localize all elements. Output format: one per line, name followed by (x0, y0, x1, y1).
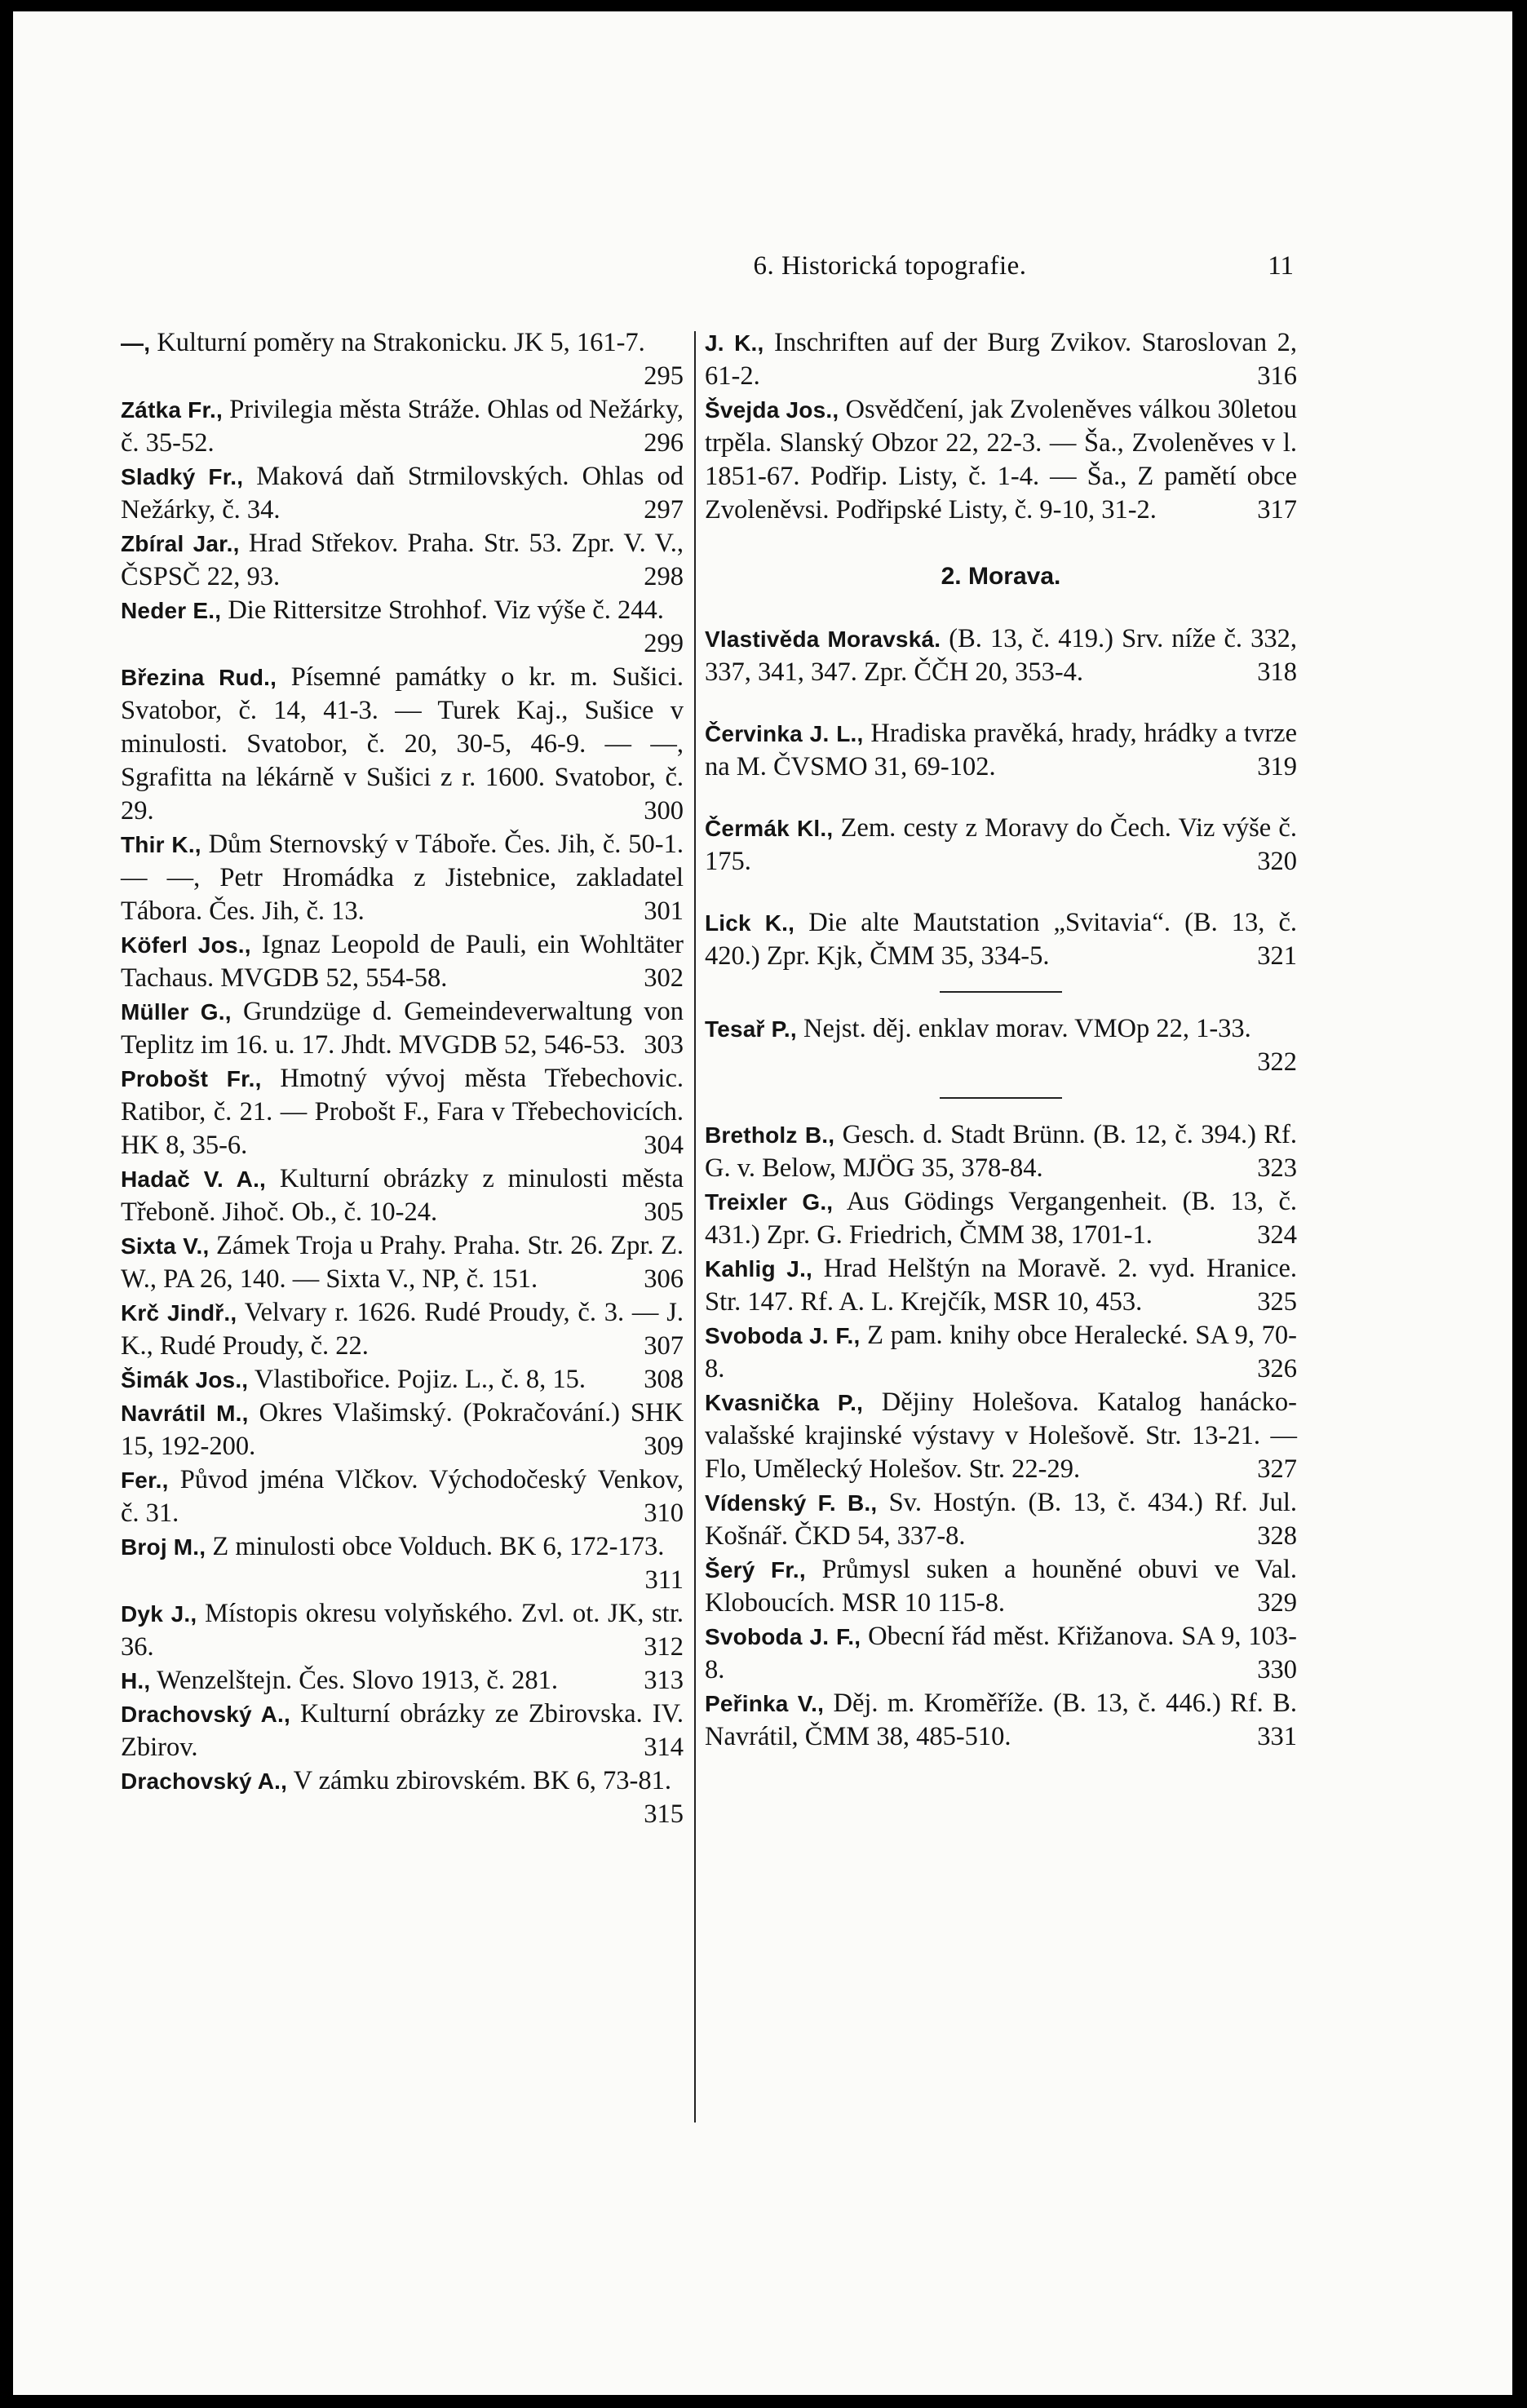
bibliography-entry (121, 828, 684, 928)
bibliography-entry (705, 1386, 1297, 1486)
entry-number: 306 (644, 1264, 684, 1294)
entry-author: Thir K., (121, 832, 201, 857)
bibliography-entry (121, 1463, 684, 1530)
entry-number: 311 (644, 1565, 684, 1595)
entry-text: Děj. m. Kroměříže. (B. 13, č. 446.) Rf. B. Navrátil, ČMM 38, 485-510. (705, 1689, 1297, 1751)
right-column-moravia-entries (705, 622, 1297, 1754)
entry-author: Kahlig J., (705, 1256, 813, 1281)
entry-text: V zámku zbirovském. BK 6, 73-81. (293, 1766, 671, 1795)
right-column-top-entries (705, 326, 1297, 527)
entry-number: 302 (644, 963, 684, 993)
running-title: 6. Historická topografie. (753, 251, 1027, 281)
bibliography-entry (121, 1162, 684, 1229)
entry-divider (940, 991, 1062, 993)
entry-number: 320 (1257, 847, 1297, 876)
entry-text: Písemné památky o kr. m. Sušici. Svatobor, č. 14, 41-3. — Turek Kaj., Sušice v minulosti. Svatobor, č. 20, 30-5, 46-9. — —, Sgrafitta na lékárně v Sušici z r. 1600. Svatobor, č. 29. (121, 662, 684, 826)
entry-author: Köferl Jos., (121, 932, 251, 958)
entry-number: 327 (1257, 1454, 1297, 1484)
page-header (486, 251, 1294, 297)
entry-author: Svoboda J. F., (705, 1624, 861, 1649)
entry-number: 296 (644, 428, 684, 458)
bibliography-entry (121, 1397, 684, 1463)
entry-author: Červinka J. L., (705, 721, 864, 746)
entry-text: Kulturní poměry na Strakonicku. JK 5, 161-7. (157, 328, 645, 357)
bibliography-entry (705, 1185, 1297, 1252)
entry-text: Průmysl suken a houněné obuvi ve Val. Kloboucích. MSR 10 115-8. (705, 1555, 1298, 1618)
bibliography-entry (705, 717, 1297, 784)
entry-number: 308 (644, 1365, 684, 1394)
bibliography-entry (705, 1252, 1297, 1319)
entry-author: Zbíral Jar., (121, 531, 240, 556)
entry-number: 314 (644, 1733, 684, 1762)
bibliography-entry (705, 1620, 1297, 1687)
entry-author: Vlastivěda Moravská. (705, 626, 941, 652)
entry-text: Místopis okresu volyňského. Zvl. ot. JK, str. 36. (121, 1599, 684, 1662)
entry-text: Aus Gödings Vergangenheit. (B. 13, č. 431.) Zpr. G. Friedrich, ČMM 38, 1701-1. (705, 1187, 1297, 1250)
entry-text: Maková daň Strmilovských. Ohlas od Nežárky, č. 34. (121, 462, 684, 525)
entry-gap (705, 879, 1297, 906)
entry-number: 321 (1257, 941, 1297, 971)
entry-text: Zámek Troja u Prahy. Praha. Str. 26. Zpr. Z. W., PA 26, 140. — Sixta V., NP, č. 151. (121, 1231, 684, 1294)
bibliography-entry (121, 1597, 684, 1664)
entry-number: 317 (1257, 495, 1297, 525)
entry-text: Ignaz Leopold de Pauli, ein Wohltäter Tachaus. MVGDB 52, 554-58. (121, 930, 684, 993)
entry-number: 330 (1257, 1655, 1297, 1684)
entry-author: Dyk J., (121, 1601, 197, 1627)
bibliography-entry (121, 1363, 684, 1397)
left-column (121, 326, 684, 1831)
entry-author: Drachovský A., (121, 1768, 288, 1794)
entry-number: 301 (644, 896, 684, 926)
entry-text: Hrad Helštýn na Moravě. 2. vyd. Hranice. Str. 147. Rf. A. L. Krejčík, MSR 10, 453. (705, 1254, 1297, 1317)
entry-number: 312 (644, 1632, 684, 1662)
bibliography-entry (121, 1530, 684, 1597)
entry-gap (705, 784, 1297, 812)
entry-text: Dům Sternovský v Táboře. Čes. Jih, č. 50-1. — —, Petr Hromádka z Jistebnice, zakladatel Tábora. Čes. Jih, č. 13. (121, 830, 684, 926)
entry-text: Privilegia města Stráže. Ohlas od Nežárky, č. 35-52. (121, 395, 684, 458)
entry-text: Osvědčení, jak Zvoleněves válkou 30letou trpěla. Slanský Obzor 22, 22-3. — Ša., Zvoleněves v l. 1851-67. Podřip. Listy, č. 1-4. — Ša., Z pamětí obce Zvoleněvsi. Podřipské Listy, č. 9-10, 31-2. (705, 395, 1298, 525)
entry-text: Kulturní obrázky z minulosti města Třeboně. Jihoč. Ob., č. 10-24. (121, 1164, 684, 1227)
entry-number: 307 (644, 1331, 684, 1361)
entry-author: Probošt Fr., (121, 1066, 262, 1091)
page-number: 11 (1268, 251, 1294, 281)
entry-author: Krč Jindř., (121, 1300, 237, 1326)
entry-number: 322 (1257, 1047, 1297, 1077)
entry-author: Peřinka V., (705, 1691, 825, 1716)
entry-text: Kulturní obrázky ze Zbirovska. IV. Zbirov. (121, 1699, 684, 1762)
entry-author: Neder E., (121, 598, 222, 623)
bibliography-entry (121, 326, 684, 393)
entry-number: 325 (1257, 1287, 1297, 1317)
bibliography-entry (705, 1687, 1297, 1754)
entry-author: Drachovský A., (121, 1702, 290, 1727)
entry-number: 305 (644, 1197, 684, 1227)
bibliography-entry (121, 594, 684, 661)
entry-author: Bretholz B., (705, 1122, 835, 1148)
entry-text: Inschriften auf der Burg Zvikov. Staroslovan 2, 61-2. (705, 328, 1297, 391)
entry-text: Z minulosti obce Volduch. BK 6, 172-173. (212, 1532, 665, 1561)
entry-text: Die alte Mautstation „Svitavia“. (B. 13, č. 420.) Zpr. Kjk, ČMM 35, 334-5. (705, 908, 1298, 971)
entry-author: Šimák Jos., (121, 1367, 249, 1392)
entry-text: Die Rittersitze Strohhof. Viz výše č. 244. (228, 595, 664, 625)
entry-author: Svoboda J. F., (705, 1323, 861, 1348)
entry-text: Velvary r. 1626. Rudé Proudy, č. 3. — J. K., Rudé Proudy, č. 22. (121, 1298, 684, 1361)
entry-number: 310 (644, 1498, 684, 1528)
entry-number: 331 (1257, 1722, 1297, 1751)
bibliography-entry (121, 1664, 684, 1698)
entry-author: Sixta V., (121, 1233, 210, 1259)
bibliography-entry (121, 527, 684, 594)
entry-number: 319 (1257, 752, 1297, 781)
bibliography-entry (705, 812, 1297, 879)
entry-text: Zem. cesty z Moravy do Čech. Viz výše č. 175. (705, 813, 1297, 876)
bibliography-entry (121, 1229, 684, 1296)
entry-number: 328 (1257, 1521, 1297, 1551)
entry-text: Gesch. d. Stadt Brünn. (B. 12, č. 394.) Rf. G. v. Below, MJÖG 35, 378-84. (705, 1120, 1297, 1183)
bibliography-entry (705, 1118, 1297, 1185)
entry-number: 300 (644, 796, 684, 826)
entry-author: J. K., (705, 330, 764, 356)
entry-text: Obecní řád měst. Křižanova. SA 9, 103-8. (705, 1622, 1297, 1684)
entry-number: 326 (1257, 1354, 1297, 1383)
entry-author: Sladký Fr., (121, 464, 244, 489)
entry-author: Broj M., (121, 1534, 206, 1560)
bibliography-entry (121, 1764, 684, 1831)
entry-number: 299 (644, 629, 684, 658)
entry-number: 309 (644, 1432, 684, 1461)
entry-number: 313 (644, 1666, 684, 1695)
entry-text: Grundzüge d. Gemeindeverwaltung von Teplitz im 16. u. 17. Jhdt. MVGDB 52, 546-53. (121, 997, 684, 1060)
entry-text: Hmotný vývoj města Třebechovic. Ratibor, č. 21. — Probošt F., Fara v Třebechovicích. HK 8, 35-6. (121, 1064, 684, 1160)
entry-author: Březina Rud., (121, 665, 277, 690)
bibliography-entry (705, 1012, 1297, 1079)
entry-author: Šerý Fr., (705, 1557, 806, 1582)
bibliography-entry (121, 661, 684, 828)
entry-divider (940, 1097, 1062, 1099)
entry-number: 298 (644, 562, 684, 591)
entry-text: Sv. Hostýn. (B. 13, č. 434.) Rf. Jul. Košnář. ČKD 54, 337-8. (705, 1488, 1297, 1551)
entry-number: 303 (644, 1030, 684, 1060)
entry-author: Hadač V. A., (121, 1166, 267, 1192)
bibliography-entry (121, 1296, 684, 1363)
entry-number: 295 (644, 361, 684, 391)
entry-text: Okres Vlašimský. (Pokračování.) SHK 15, 192-200. (121, 1398, 684, 1461)
bibliography-entry (705, 1553, 1297, 1620)
entry-author: —, (121, 330, 151, 356)
entry-text: Původ jména Vlčkov. Východočeský Venkov, č. 31. (121, 1465, 684, 1528)
entry-text: Wenzelštejn. Čes. Slovo 1913, č. 281. (156, 1666, 558, 1695)
entry-author: Treixler G., (705, 1189, 834, 1215)
bibliography-entry (121, 1698, 684, 1764)
entry-number: 304 (644, 1131, 684, 1160)
entry-number: 329 (1257, 1588, 1297, 1618)
entry-author: Čermák Kl., (705, 816, 834, 841)
entry-author: Tesař P., (705, 1016, 797, 1042)
bibliography-entry (705, 1486, 1297, 1553)
entry-author: Zátka Fr., (121, 397, 223, 423)
entry-number: 323 (1257, 1153, 1297, 1183)
entry-number: 324 (1257, 1220, 1297, 1250)
bibliography-entry (705, 326, 1297, 393)
right-column (705, 326, 1297, 1754)
bibliography-entry (121, 393, 684, 460)
bibliography-entry (705, 393, 1297, 527)
entry-text: Vlastibořice. Pojiz. L., č. 8, 15. (254, 1365, 586, 1394)
bibliography-entry (705, 906, 1297, 973)
entry-text: Z pam. knihy obce Heralecké. SA 9, 70-8. (705, 1321, 1297, 1383)
entry-author: Kvasnička P., (705, 1390, 864, 1415)
bibliography-entry (121, 460, 684, 527)
bibliography-entry (705, 622, 1297, 689)
entry-text: Dějiny Holešova. Katalog hanácko-valašské krajinské výstavy v Holešově. Str. 13-21. — Flo, Umělecký Holešov. Str. 22-29. (705, 1388, 1297, 1484)
bibliography-entry (121, 928, 684, 995)
bibliography-entry (121, 995, 684, 1062)
entry-author: H., (121, 1668, 151, 1693)
entry-author: Navrátil M., (121, 1401, 249, 1426)
entry-text: (B. 13, č. 419.) Srv. níže č. 332, 337, 341, 347. Zpr. ČČH 20, 353-4. (705, 624, 1297, 687)
entry-number: 318 (1257, 657, 1297, 687)
bibliography-entry (121, 1062, 684, 1162)
entry-author: Vídenský F. B., (705, 1490, 878, 1516)
entry-text: Hrad Střekov. Praha. Str. 53. Zpr. V. V., ČSPSČ 22, 93. (121, 529, 684, 591)
entry-number: 316 (1257, 361, 1297, 391)
entry-author: Lick K., (705, 910, 795, 936)
entry-author: Fer., (121, 1467, 169, 1493)
column-divider-rule (694, 331, 696, 2122)
entry-number: 297 (644, 495, 684, 525)
entry-number: 315 (644, 1799, 684, 1829)
entry-text: Nejst. děj. enklav morav. VMOp 22, 1-33. (803, 1014, 1251, 1043)
entry-author: Švejda Jos., (705, 397, 839, 423)
book-page (13, 11, 1512, 2395)
bibliography-entry (705, 1319, 1297, 1386)
entry-author: Müller G., (121, 999, 232, 1025)
section-title: 2. Morava. (941, 563, 1061, 590)
entry-text: Hradiska pravěká, hrady, hrádky a tvrze na M. ČVSMO 31, 69-102. (705, 719, 1298, 781)
entry-gap (705, 689, 1297, 717)
